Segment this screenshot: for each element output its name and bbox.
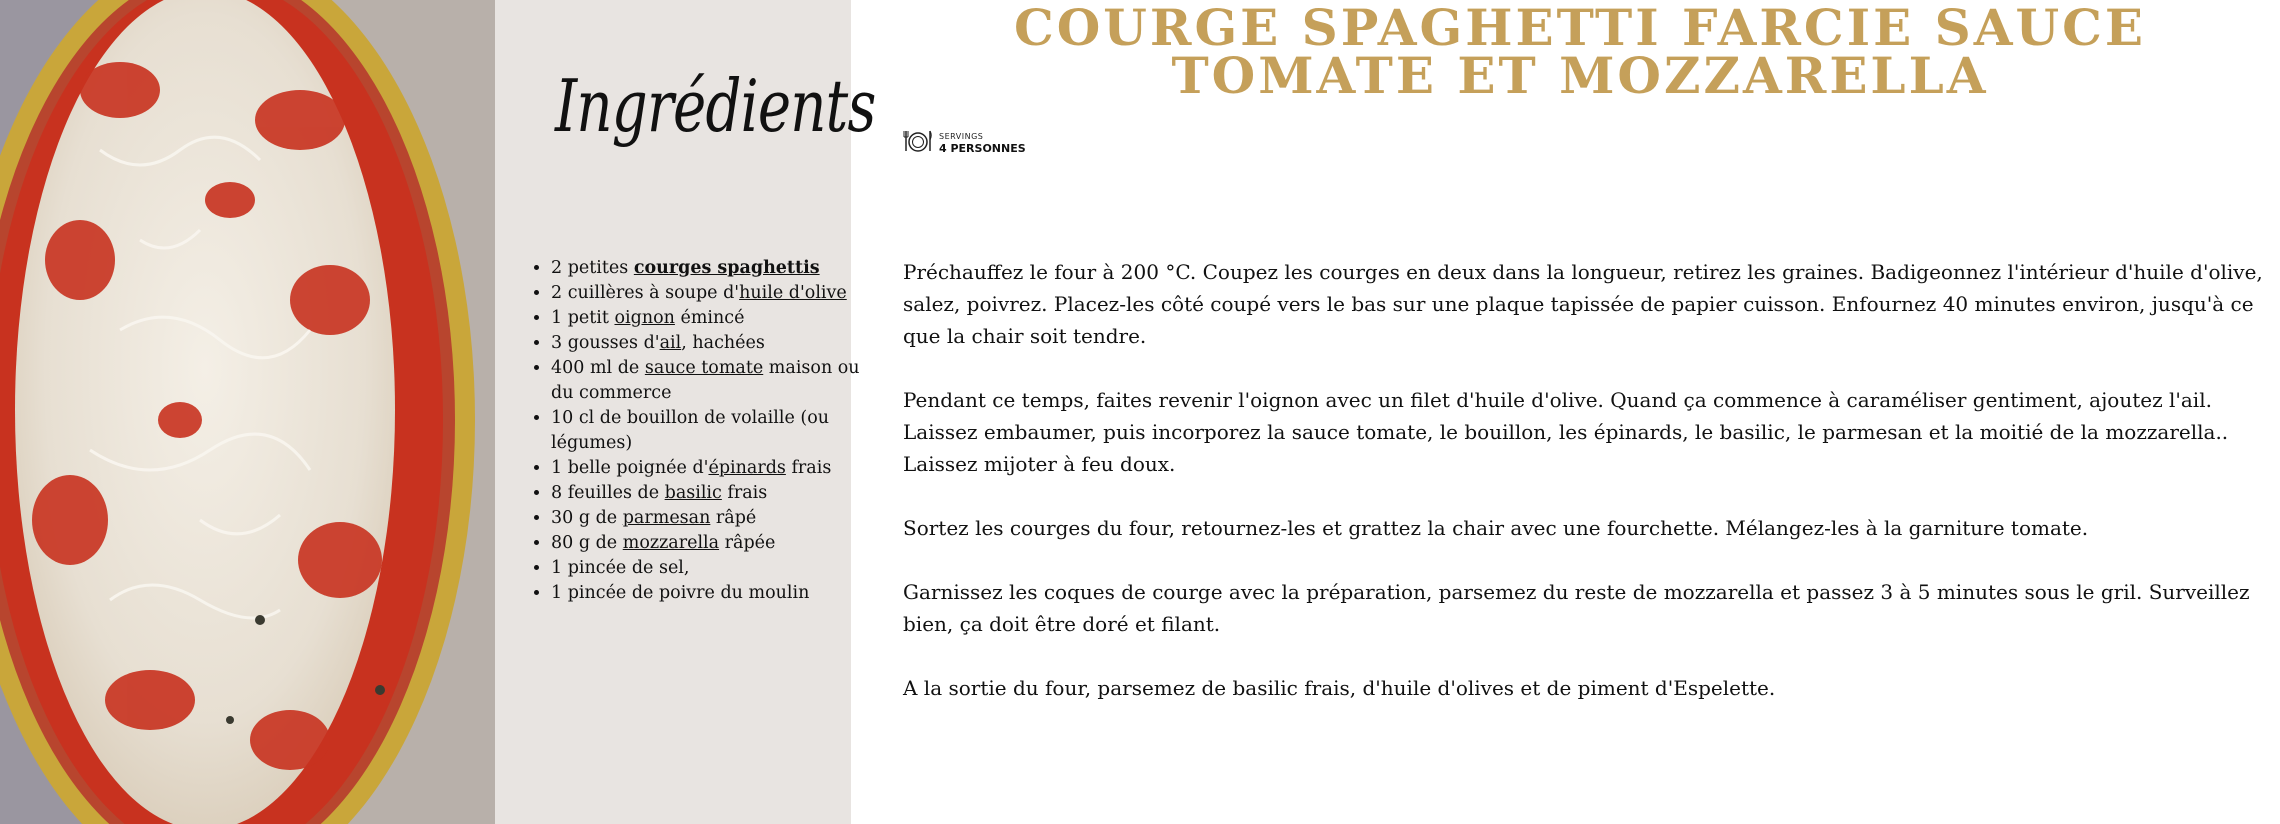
ingredient-link[interactable]: huile d'olive [739, 283, 847, 303]
ingredient-text: , hachées [681, 333, 765, 353]
ingredient-text: 1 petit [551, 308, 615, 328]
ingredient-link[interactable]: courges spaghettis [633, 258, 820, 278]
ingredient-text: frais [785, 458, 832, 478]
ingredient-item [551, 531, 861, 556]
ingredient-item [551, 481, 861, 506]
ingredient-item [551, 406, 861, 456]
ingredients-list [523, 256, 861, 606]
ingredient-text: 2 cuillères à soupe d' [551, 283, 740, 303]
ingredient-text: 10 cl de bouillon de volaille (ou légumes) [551, 408, 830, 453]
ingredient-item [551, 331, 861, 356]
ingredients-heading: Ingrédients [555, 64, 876, 148]
instruction-step: Sortez les courges du four, retournez-les et grattez la chair avec une fourchette. Mélangez-les à la garniture tomate. [903, 516, 2089, 540]
ingredient-item [551, 356, 861, 406]
servings-value: 4 PERSONNES [939, 141, 1026, 155]
ingredient-link[interactable]: basilic [664, 483, 722, 503]
servings-label: SERVINGS [939, 131, 984, 141]
ingredient-link[interactable]: oignon [614, 308, 675, 328]
ingredient-link[interactable]: parmesan [622, 508, 711, 528]
instruction-step: A la sortie du four, parsemez de basilic frais, d'huile d'olives et de piment d'Espelette. [903, 676, 1776, 700]
stuffed-squash-image [0, 0, 495, 824]
ingredient-item [551, 506, 861, 531]
ingredient-text: 30 g de [551, 508, 623, 528]
ingredient-text: râpé [710, 508, 757, 528]
ingredient-link[interactable]: sauce tomate [644, 358, 764, 378]
ingredient-text: émincé [674, 308, 745, 328]
ingredient-item [551, 256, 861, 281]
servings-info [903, 128, 1026, 158]
ingredient-link[interactable]: mozzarella [622, 533, 720, 553]
ingredient-text: râpée [719, 533, 776, 553]
ingredient-item [551, 581, 861, 606]
plate-icon [903, 128, 933, 158]
ingredient-text: maison ou du commerce [551, 358, 860, 403]
ingredient-text: frais [721, 483, 768, 503]
ingredient-text: 2 petites [551, 258, 634, 278]
ingredient-text: 80 g de [551, 533, 623, 553]
ingredient-item [551, 556, 861, 581]
ingredient-text: 400 ml de [551, 358, 645, 378]
ingredient-link[interactable]: ail [659, 333, 682, 353]
ingredient-text: 1 pincée de poivre du moulin [551, 583, 810, 603]
ingredient-item [551, 281, 861, 306]
ingredient-text: 1 belle poignée d' [551, 458, 709, 478]
ingredient-item [551, 456, 861, 481]
ingredient-text: 1 pincée de sel, [551, 558, 690, 578]
instruction-step: Préchauffez le four à 200 °C. Coupez les courges en deux dans la longueur, retirez les graines. Badigeonnez l'intérieur d'huile d'olive, salez, poivrez. Placez-les côté coupé vers le bas sur une plaque tapissée de papier cuisson. Enfournez 40 minutes environ, jusqu'à ce que la chair soit tendre. [903, 260, 2263, 348]
instructions [903, 256, 2263, 736]
recipe-title: COURGE SPAGHETTI FARCIE SAUCE TOMATE ET MOZZARELLA [1013, 0, 2147, 105]
ingredient-text: 8 feuilles de [551, 483, 665, 503]
instruction-step: Garnissez les coques de courge avec la préparation, parsemez du reste de mozzarella et passez 3 à 5 minutes sous le gril. Surveillez bien, ça doit être doré et filant. [903, 580, 2250, 636]
ingredient-text: 3 gousses d' [551, 333, 660, 353]
recipe-photo [0, 0, 495, 824]
ingredients-panel [495, 0, 876, 824]
ingredient-link[interactable]: épinards [708, 458, 786, 478]
instruction-step: Pendant ce temps, faites revenir l'oignon avec un filet d'huile d'olive. Quand ça commence à caraméliser gentiment, ajoutez l'ail. Laissez embaumer, puis incorporez la sauce tomate, le bouillon, les épinards, le basilic, le parmesan et la moitié de la mozzarella.. Laissez mijoter à feu doux. [903, 388, 2229, 476]
ingredient-item [551, 306, 861, 331]
